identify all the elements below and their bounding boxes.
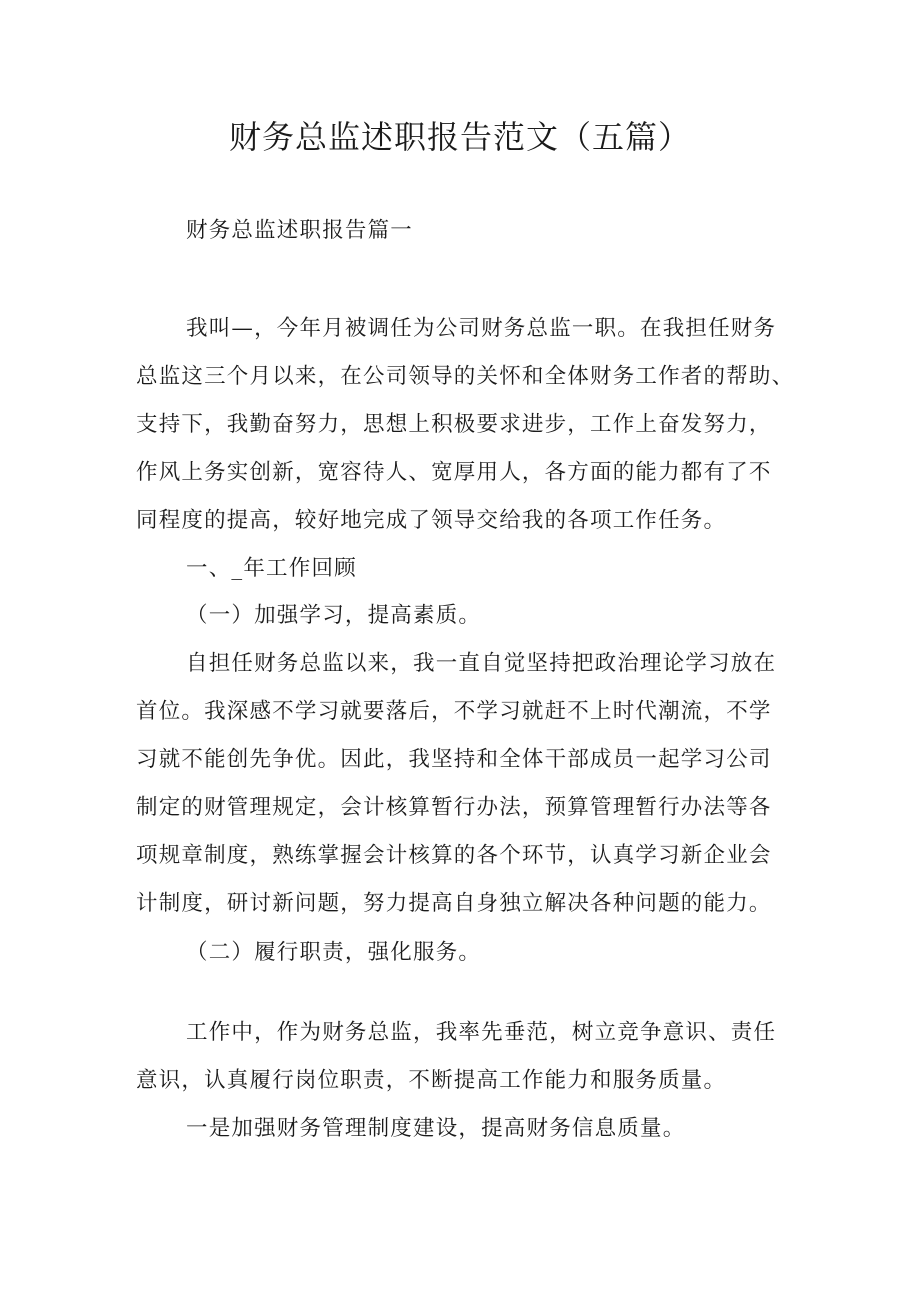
paragraph-line: 项规章制度，熟练掌握会计核算的各个环节，认真学习新企业会 xyxy=(136,843,772,868)
paragraph-line: 习就不能创先争优。因此，我坚持和全体干部成员一起学习公司 xyxy=(136,747,772,772)
paragraph-line: 一是加强财务管理制度建设，提高财务信息质量。 xyxy=(186,1116,686,1141)
section-subheading: （一）加强学习，提高素质。 xyxy=(186,603,482,628)
paragraph-line: 首位。我深感不学习就要落后，不学习就赶不上时代潮流，不学 xyxy=(136,699,772,724)
section-heading: 财务总监述职报告篇一 xyxy=(186,218,414,243)
paragraph-line: 同程度的提高，较好地完成了领导交给我的各项工作任务。 xyxy=(136,508,727,533)
paragraph-line: 意识，认真履行岗位职责，不断提高工作能力和服务质量。 xyxy=(136,1068,727,1093)
section-subheading: 一、_年工作回顾 xyxy=(186,556,357,581)
paragraph-line: 总监这三个月以来，在公司领导的关怀和全体财务工作者的帮助、 xyxy=(136,364,795,389)
paragraph-line: 作风上务实创新，宽容待人、宽厚用人，各方面的能力都有了不 xyxy=(136,460,772,485)
section-subheading: （二）履行职责，强化服务。 xyxy=(186,940,482,965)
paragraph-line: 计制度，研讨新问题，努力提高自身独立解决各种问题的能力。 xyxy=(136,891,772,916)
paragraph-line: 工作中，作为财务总监，我率先垂范，树立竞争意识、责任 xyxy=(186,1020,777,1045)
paragraph-line: 自担任财务总监以来，我一直自觉坚持把政治理论学习放在 xyxy=(186,651,777,676)
document-title: 财务总监述职报告范文（五篇） xyxy=(228,118,691,156)
paragraph-line: 支持下，我勤奋努力，思想上积极要求进步，工作上奋发努力， xyxy=(136,412,772,437)
paragraph-line: 制定的财管理规定，会计核算暂行办法，预算管理暂行办法等各 xyxy=(136,795,772,820)
paragraph-line: 我叫—，今年月被调任为公司财务总监一职。在我担任财务 xyxy=(186,316,777,341)
